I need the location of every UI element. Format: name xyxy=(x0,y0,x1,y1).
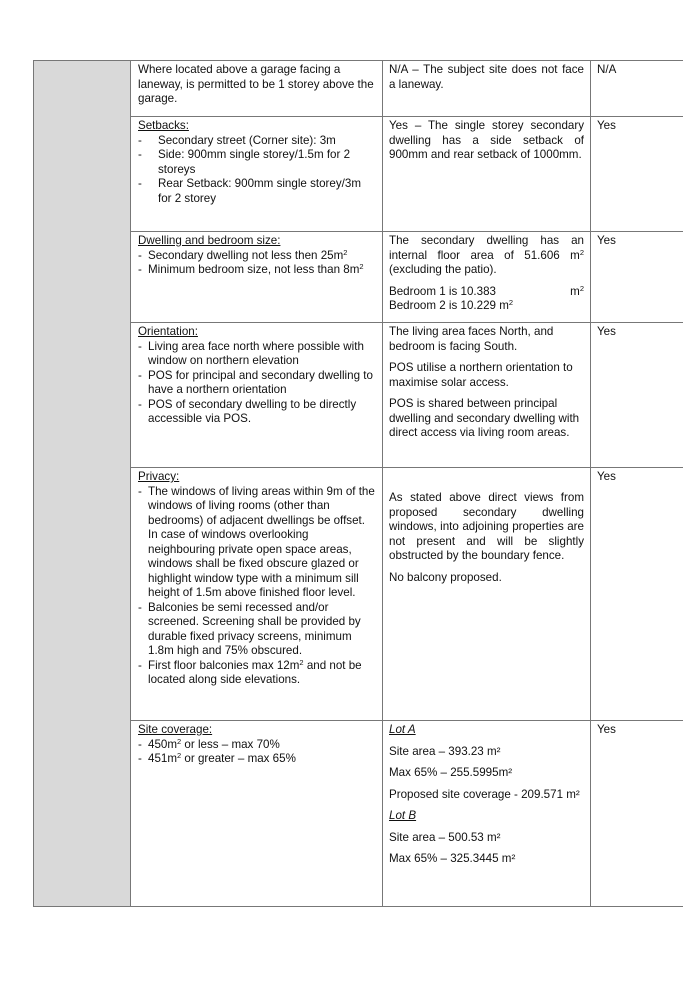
response-text: Bedroom 1 is 10.383 $m^2$ xyxy=(389,283,584,298)
table-row xyxy=(34,61,683,117)
table-row xyxy=(34,117,683,232)
requirement-cell xyxy=(131,61,383,117)
section-heading: Privacy: xyxy=(138,470,180,483)
requirement-cell xyxy=(131,117,383,232)
response-cell xyxy=(383,232,591,323)
lot-heading: Lot A xyxy=(389,723,416,736)
margin-column xyxy=(34,61,131,907)
assessment-table xyxy=(33,60,683,907)
list-item: - The windows of living areas within 9m of the windows of living rooms (other than bedrooms) of adjacent dwellings be offset. In case of windows overlooking neighbouring private open space areas, windows shall be fixed obscure glazed or highlight window type with a minimum sill height of 1.5m above finished floor level. xyxy=(138,485,376,601)
table-row xyxy=(34,721,683,907)
response-cell xyxy=(383,721,591,907)
response-text: Bedroom 2 is 10.229 $m^2$ xyxy=(389,298,514,312)
compliance-cell xyxy=(591,232,683,323)
list-item: - Side: 900mm single storey/1.5m for 2 storeys xyxy=(138,148,376,177)
list-item: - Secondary dwelling not less then $25m^2$ xyxy=(138,249,376,264)
response-cell xyxy=(383,323,591,468)
requirement-list xyxy=(138,134,376,207)
response-text: The living area faces North, and bedroom is facing South. xyxy=(389,325,554,353)
requirement-list xyxy=(138,340,376,427)
response-text: Max 65% – 255.5995m² xyxy=(389,766,513,779)
list-item: - First floor balconies $\max 12m^2$ and not be located along side elevations. xyxy=(138,659,376,688)
response-text: As stated above direct views from proposed secondary dwelling windows, into adjoining properties are not present and will be slightly obstructed by the boundary fence. xyxy=(389,491,584,562)
list-item: - $450m^2$ or less – max 70% xyxy=(138,738,376,753)
response-text: The secondary dwelling has an internal floor area of 51.606 $m^2$ (excluding the patio). xyxy=(389,234,584,276)
requirement-list xyxy=(138,738,376,767)
lot-heading: Lot B xyxy=(389,809,417,822)
list-item: - POS of secondary dwelling to be directly accessible via POS. xyxy=(138,398,376,427)
response-text: N/A – The subject site does not face a laneway. xyxy=(389,63,584,91)
response-text: Proposed site coverage - 209.571 m² xyxy=(389,787,580,801)
compliance-status: Yes xyxy=(597,119,616,132)
section-heading: Orientation: xyxy=(138,325,198,338)
compliance-status: Yes xyxy=(597,234,616,247)
compliance-cell xyxy=(591,323,683,468)
response-cell xyxy=(383,117,591,232)
response-cell xyxy=(383,61,591,117)
compliance-status: Yes xyxy=(597,325,616,338)
table-row xyxy=(34,232,683,323)
list-item: - Living area face north where possible with window on northern elevation xyxy=(138,340,376,369)
requirement-list xyxy=(138,485,376,688)
table-row xyxy=(34,468,683,721)
requirement-list xyxy=(138,249,376,278)
requirement-text: Where located above a garage facing a laneway, is permitted to be 1 storey above the garage. xyxy=(138,63,374,105)
section-heading: Site coverage: xyxy=(138,723,213,736)
response-text: POS utilise a northern orientation to maximise solar access. xyxy=(389,361,573,389)
table-row xyxy=(34,323,683,468)
response-text: Site area – 500.53 m² xyxy=(389,830,501,844)
compliance-status: Yes xyxy=(597,723,616,736)
requirement-cell xyxy=(131,232,383,323)
requirement-cell xyxy=(131,468,383,721)
response-text: Site area – 393.23 m² xyxy=(389,744,501,758)
compliance-cell xyxy=(591,468,683,721)
list-item: - Secondary street (Corner site): 3m xyxy=(138,134,376,149)
response-text: Yes – The single storey secondary dwelling has a side setback of 900mm and rear setback of 1000mm. xyxy=(389,119,584,161)
list-item: - $451m^2$ or greater – max 65% xyxy=(138,752,376,767)
list-item: - Rear Setback: 900mm single storey/3m for 2 storey xyxy=(138,177,376,206)
list-item: - Minimum bedroom size, not less than $8m^2$ xyxy=(138,263,376,278)
response-text: No balcony proposed. xyxy=(389,570,502,584)
compliance-cell xyxy=(591,721,683,907)
requirement-cell xyxy=(131,721,383,907)
response-text: POS is shared between principal dwelling and secondary dwelling with direct access via living room areas. xyxy=(389,397,580,439)
list-item: - POS for principal and secondary dwelling to have a northern orientation xyxy=(138,369,376,398)
list-item: - Balconies be semi recessed and/or screened. Screening shall be provided by durable fixed privacy screens, minimum 1.8m high and 75% obscured. xyxy=(138,601,376,659)
response-text: Max 65% – 325.3445 m² xyxy=(389,852,516,865)
section-heading: Setbacks: xyxy=(138,119,189,132)
section-heading: Dwelling and bedroom size: xyxy=(138,234,281,247)
compliance-cell xyxy=(591,61,683,117)
compliance-status: N/A xyxy=(597,63,617,76)
compliance-cell xyxy=(591,117,683,232)
compliance-status: Yes xyxy=(597,470,616,483)
response-cell xyxy=(383,468,591,721)
requirement-cell xyxy=(131,323,383,468)
